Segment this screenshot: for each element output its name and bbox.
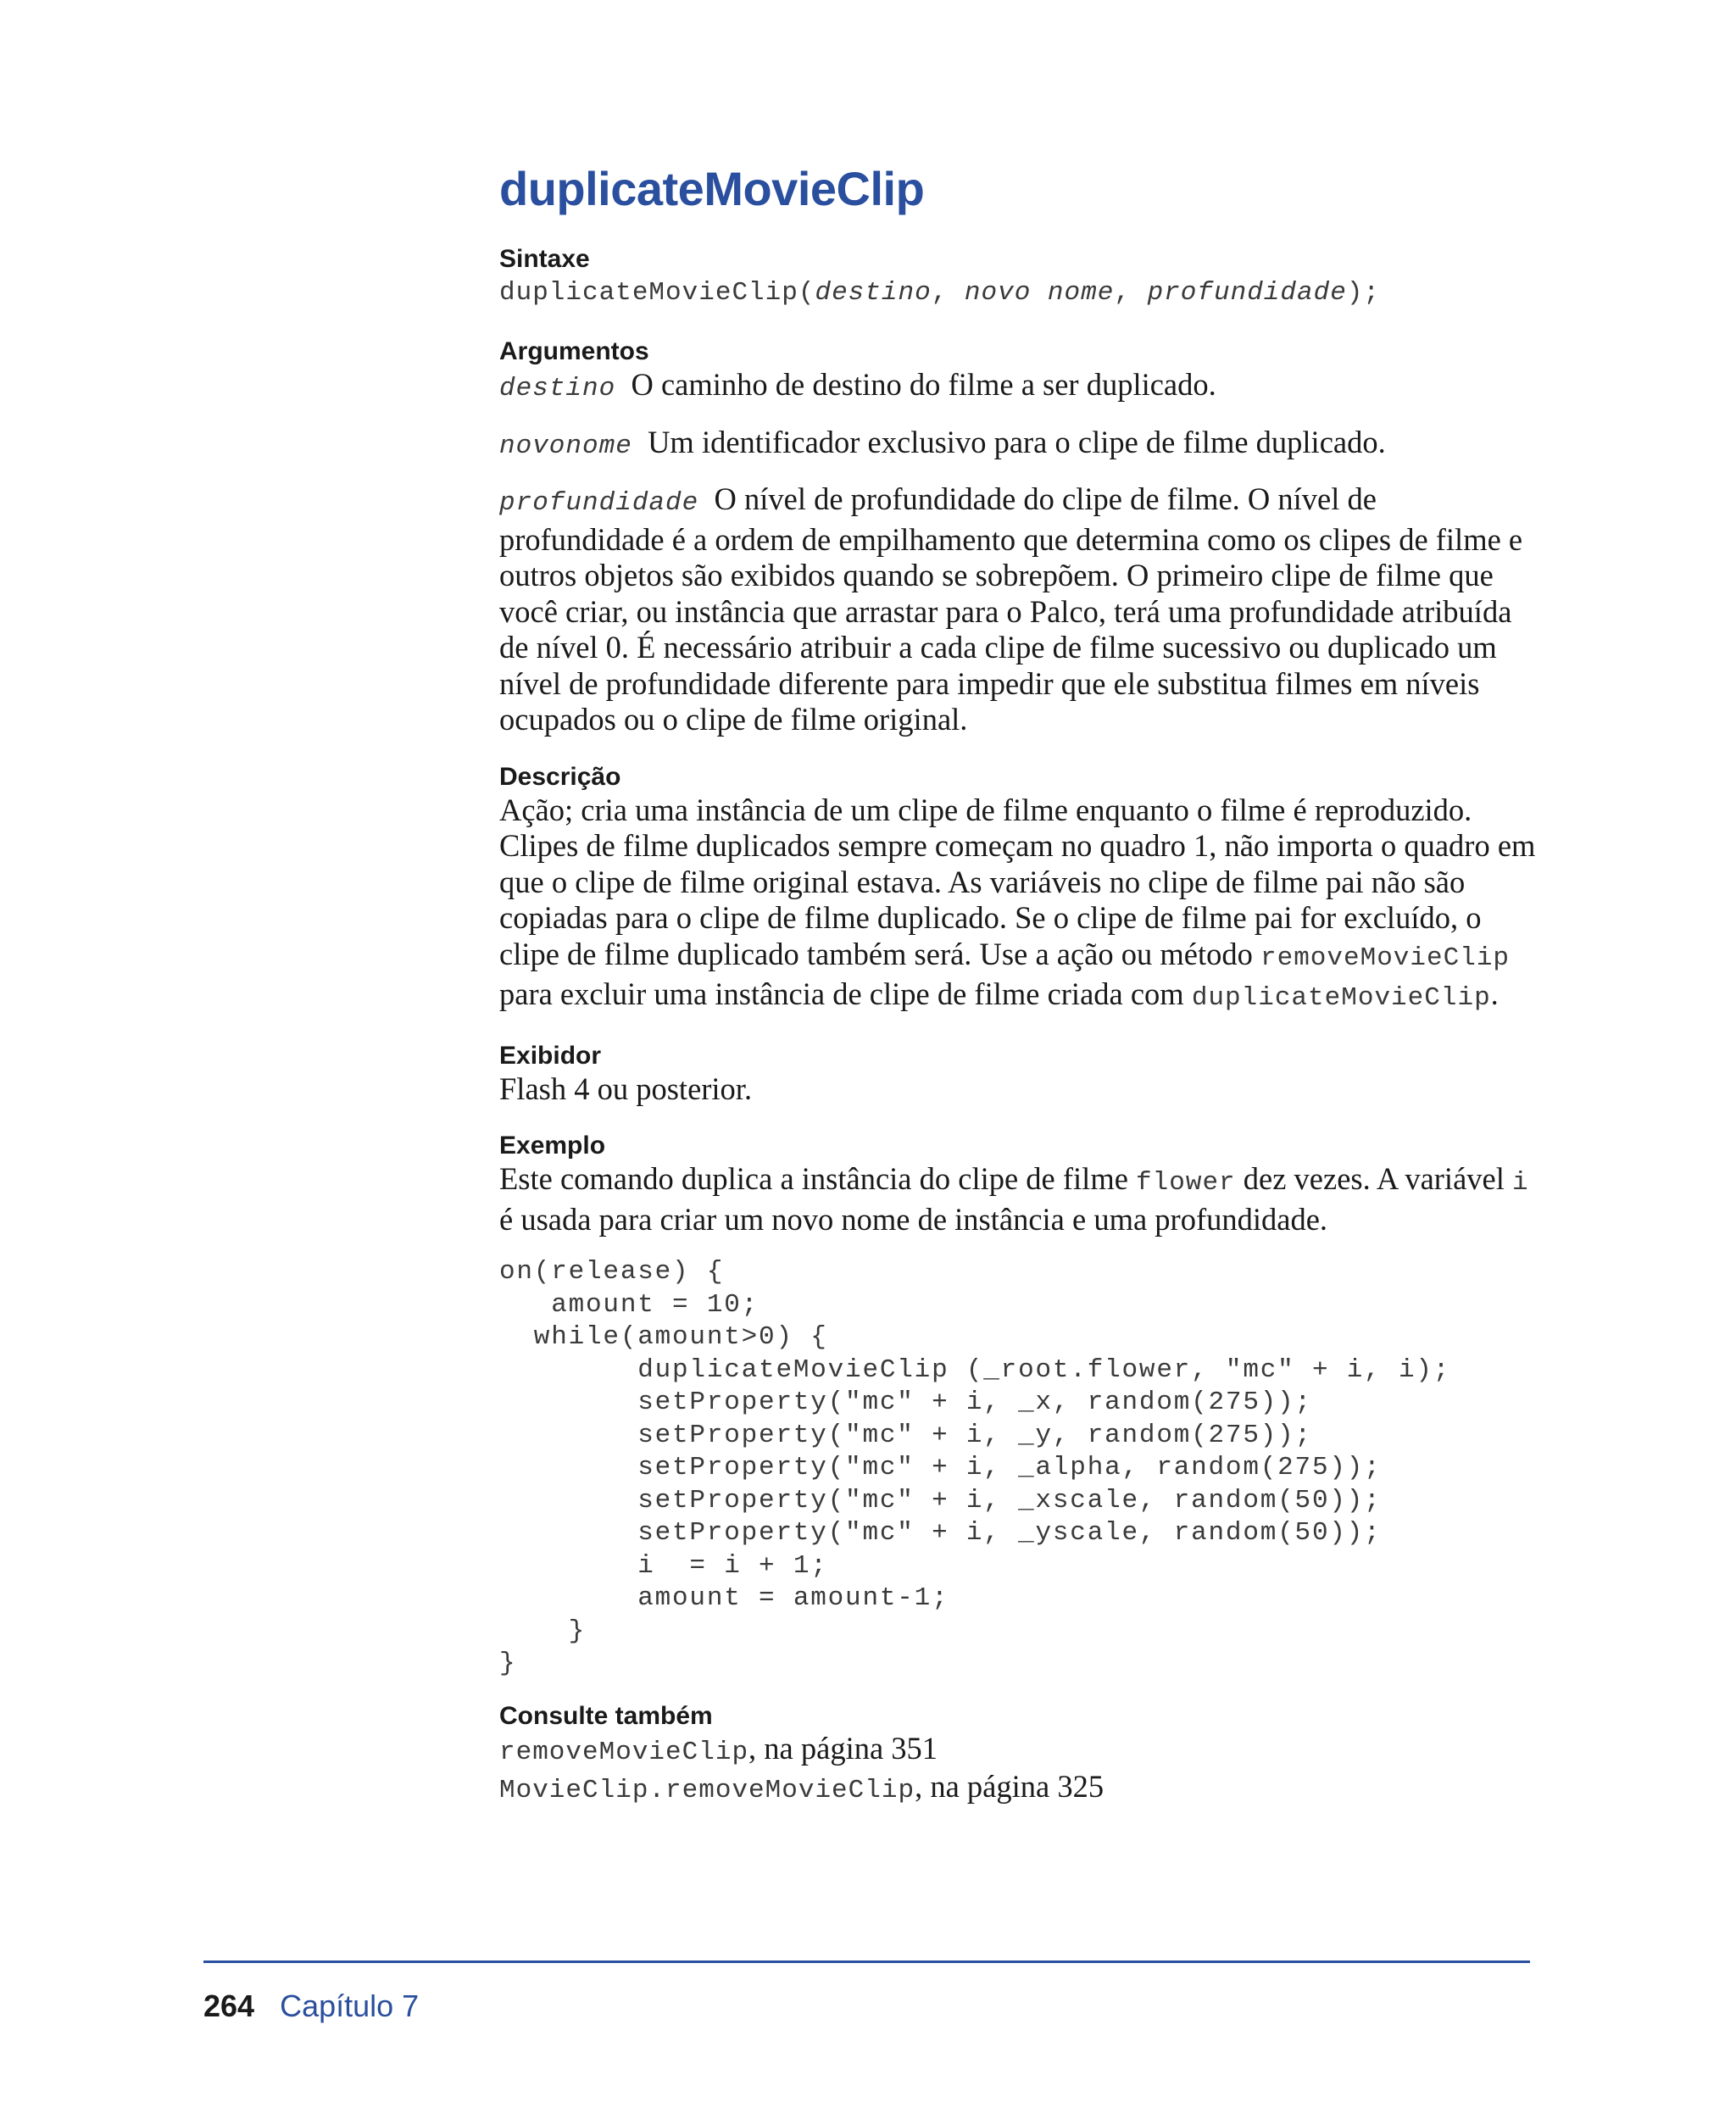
syntax-sep: , [931,278,965,308]
code-line: while(amount>0) { [499,1322,828,1352]
code-ref-i: i [1511,1168,1529,1198]
section-example [499,1131,1538,1681]
code-line: setProperty("mc" + i, _x, random(275)); [499,1388,1312,1417]
player-heading: Exibidor [499,1041,602,1070]
code-line: setProperty("mc" + i, _y, random(275)); [499,1420,1312,1450]
see-also-page-ref: , na página 325 [915,1768,1104,1804]
section-player [499,1041,1538,1108]
code-line: setProperty("mc" + i, _yscale, random(50)); [499,1518,1382,1548]
see-also-page-ref: , na página 351 [748,1730,938,1766]
section-see-also [499,1701,1538,1808]
description-text [499,793,1538,1017]
code-line: setProperty("mc" + i, _xscale, random(50)); [499,1485,1382,1516]
code-ref-removemovieclip: removeMovieClip [1260,943,1511,973]
code-line: amount = 10; [499,1289,760,1320]
content-column [499,161,1538,1808]
page-footer [203,1988,419,2025]
see-also-link[interactable]: MovieClip.removeMovieClip [499,1775,915,1805]
page-number: 264 [203,1988,255,2023]
argument-item [499,367,1538,408]
argument-description: O caminho de destino do filme a ser duplicado. [631,367,1216,402]
code-line: i = i + 1; [499,1550,828,1581]
description-heading: Descrição [499,762,621,791]
argument-name: destino [499,374,616,403]
code-line: on(release) { [499,1257,725,1287]
see-also-item [499,1770,1538,1808]
syntax-line [499,276,1538,313]
see-also-heading: Consulte também [499,1701,713,1730]
syntax-fn: duplicateMovieClip( [499,278,815,308]
code-line: } [499,1616,587,1646]
syntax-arg-profundidade: profundidade [1147,278,1347,308]
code-ref-flower: flower [1136,1168,1236,1198]
argument-name: profundidade [499,488,699,518]
description-text-part: para excluir uma instância de clipe de filme criada com [499,976,1192,1011]
code-block [499,1256,1538,1681]
syntax-arg-novo-nome: novo nome [964,278,1115,308]
code-ref-duplicatemovieclip: duplicateMovieClip [1191,983,1491,1013]
code-line: setProperty("mc" + i, _alpha, random(275)); [499,1453,1382,1482]
argument-description: O nível de profundidade do clipe de filme. O nível de profundidade é a ordem de empilhamento que determina como os clipes de filme e outros objetos são exibidos quando se sobrepõem. O primeiro clipe de filme que você criar, ou instância que arrastar para o Palco, terá uma profundidade atribuída de nível 0. É necessário atribuir a cada clipe de filme sucessivo ou duplicado um nível de profundidade diferente para impedir que ele substitua filmes em níveis ocupados ou o clipe de filme original. [499,481,1523,737]
syntax-end: ); [1346,278,1381,308]
argument-item [499,425,1538,465]
code-line: amount = amount-1; [499,1583,949,1613]
section-syntax [499,244,1538,313]
example-text-part: é usada para criar um novo nome de instância e uma profundidade. [499,1201,1328,1237]
see-also-link[interactable]: removeMovieClip [499,1737,749,1767]
description-text-part: . [1490,976,1499,1011]
syntax-heading: Sintaxe [499,245,590,273]
code-line: } [499,1649,517,1678]
section-description [499,762,1538,1017]
example-text-part: Este comando duplica a instância do clipe de filme [499,1161,1137,1196]
argument-description: Um identificador exclusivo para o clipe de filme duplicado. [648,424,1386,459]
argument-name: novonome [499,431,632,461]
section-arguments [499,336,1538,738]
code-line: duplicateMovieClip (_root.flower, "mc" + i, i); [499,1354,1451,1385]
footer-divider [203,1960,1530,1963]
example-heading: Exemplo [499,1132,606,1160]
chapter-label: Capítulo 7 [280,1988,420,2023]
syntax-sep: , [1114,278,1148,308]
player-text: Flash 4 ou posterior. [499,1071,753,1106]
arguments-heading: Argumentos [499,337,649,365]
description-text-part: Ação; cria uma instância de um clipe de filme enquanto o filme é reproduzido. Clipes de filme duplicados sempre começam no quadro 1, não importa o quadro em que o clipe de filme original estava. As variáveis no clipe de filme pai não são copiadas para o clipe de filme duplicado. Se o clipe de filme pai for excluído, o clipe de filme duplicado também será. Use a ação ou método [499,792,1536,971]
example-text-part: dez vezes. A variável [1235,1161,1512,1196]
syntax-arg-destino: destino [815,278,932,308]
page-title: duplicateMovieClip [499,162,925,215]
see-also-item [499,1732,1538,1770]
example-text [499,1161,1538,1237]
argument-item [499,481,1538,738]
